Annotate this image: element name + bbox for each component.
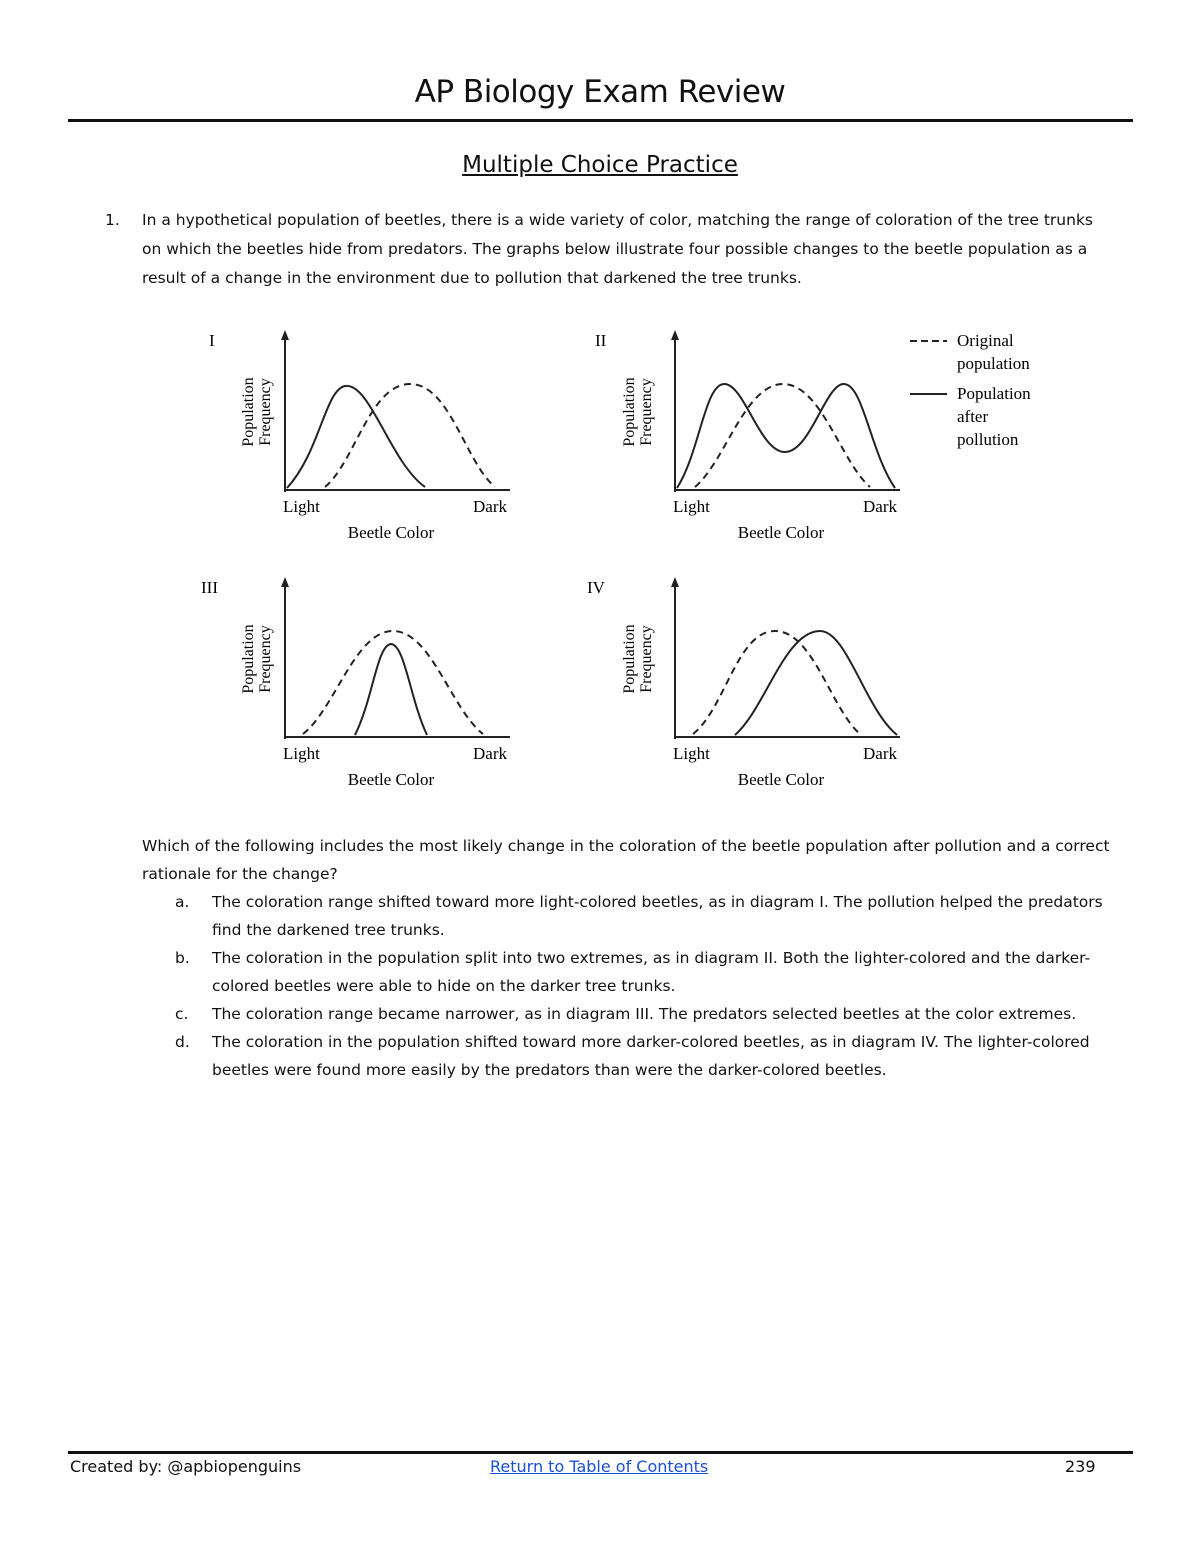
x-axis-title: Beetle Color — [347, 770, 435, 789]
panel-label-II: II — [595, 331, 607, 350]
option-a[interactable] — [142, 888, 1117, 944]
x-right-label: Dark — [473, 744, 507, 763]
y-label-line1: Population — [621, 624, 638, 694]
section-subtitle: Multiple Choice Practice — [462, 152, 738, 178]
question-1 — [105, 206, 1115, 293]
legend-after-line1: Population — [957, 384, 1031, 403]
option-d[interactable] — [142, 1028, 1117, 1084]
footer-credit: Created by: @apbiopenguins — [70, 1457, 302, 1476]
y-axis-arrow — [281, 577, 289, 587]
option-text: The coloration in the population split into two extremes, as in diagram II. Both the lighter-colored and the darker-colored beetles were able to hide on the darker tree trunks. — [212, 949, 1091, 995]
y-label-line1: Population — [621, 377, 638, 447]
y-label-line2: Frequency — [638, 625, 655, 693]
x-right-label: Dark — [863, 744, 897, 763]
y-label-line1: Population — [240, 377, 257, 447]
panel-label-I: I — [209, 331, 215, 350]
beetle-graphs-figure — [195, 322, 1065, 792]
legend-original-line2: population — [957, 354, 1030, 373]
option-text: The coloration in the population shifted toward more darker-colored beetles, as in diagram IV. The lighter-colored beetles were found more easily by the predators than were the darker-colored beetles. — [212, 1033, 1090, 1079]
x-axis-title: Beetle Color — [737, 523, 825, 542]
series-after-pollution — [677, 384, 895, 488]
y-label-line2: Frequency — [638, 378, 655, 446]
toc-link[interactable]: Return to Table of Contents — [490, 1457, 709, 1476]
panel-label-IV: IV — [587, 578, 605, 597]
question-prompt: Which of the following includes the most likely change in the coloration of the beetle population after pollution and a correct rationale for the change? — [142, 837, 1110, 883]
legend-original-line1: Original — [957, 331, 1014, 350]
x-axis-title: Beetle Color — [737, 770, 825, 789]
option-text: The coloration range became narrower, as in diagram III. The predators selected beetles at the color extremes. — [212, 1005, 1077, 1023]
x-left-label: Light — [283, 497, 320, 516]
option-text: The coloration range shifted toward more light-colored beetles, as in diagram I. The pollution helped the predators find the darkened tree trunks. — [212, 893, 1103, 939]
option-letter: a. — [175, 893, 190, 911]
panel-IV — [587, 577, 900, 789]
option-letter: b. — [175, 949, 190, 967]
option-letter: c. — [175, 1005, 189, 1023]
series-after-pollution — [735, 631, 897, 735]
series-after-pollution — [287, 386, 425, 488]
page-number: 239 — [1065, 1457, 1096, 1476]
y-axis-arrow — [671, 577, 679, 587]
header-divider — [68, 119, 1133, 122]
footer-divider — [68, 1451, 1133, 1454]
page-title: AP Biology Exam Review — [414, 74, 786, 110]
panel-I — [209, 330, 510, 542]
x-right-label: Dark — [473, 497, 507, 516]
y-axis-arrow — [671, 330, 679, 340]
panel-III — [201, 577, 510, 789]
legend — [910, 331, 1031, 449]
y-label-line2: Frequency — [257, 625, 274, 693]
panel-II — [595, 330, 900, 542]
x-left-label: Light — [673, 497, 710, 516]
option-letter: d. — [175, 1033, 190, 1051]
legend-after-line3: pollution — [957, 430, 1019, 449]
x-right-label: Dark — [863, 497, 897, 516]
answer-options — [142, 888, 1117, 1084]
y-label-line2: Frequency — [257, 378, 274, 446]
legend-after-line2: after — [957, 407, 989, 426]
question-stem: In a hypothetical population of beetles, there is a wide variety of color, matching the range of coloration of the tree trunks on which the beetles hide from predators. The graphs below illustrate four possible changes to the beetle population as a result of a change in the environment due to pollution that darkened the tree trunks. — [142, 211, 1093, 287]
option-b[interactable] — [142, 944, 1117, 1000]
series-original — [693, 631, 860, 734]
x-left-label: Light — [673, 744, 710, 763]
question-number: 1. — [105, 211, 120, 229]
series-after-pollution — [355, 644, 427, 735]
y-axis-arrow — [281, 330, 289, 340]
y-label-line1: Population — [240, 624, 257, 694]
x-axis-title: Beetle Color — [347, 523, 435, 542]
series-original — [695, 384, 870, 487]
series-original — [303, 631, 483, 734]
option-c[interactable] — [142, 1000, 1117, 1028]
x-left-label: Light — [283, 744, 320, 763]
panel-label-III: III — [201, 578, 218, 597]
